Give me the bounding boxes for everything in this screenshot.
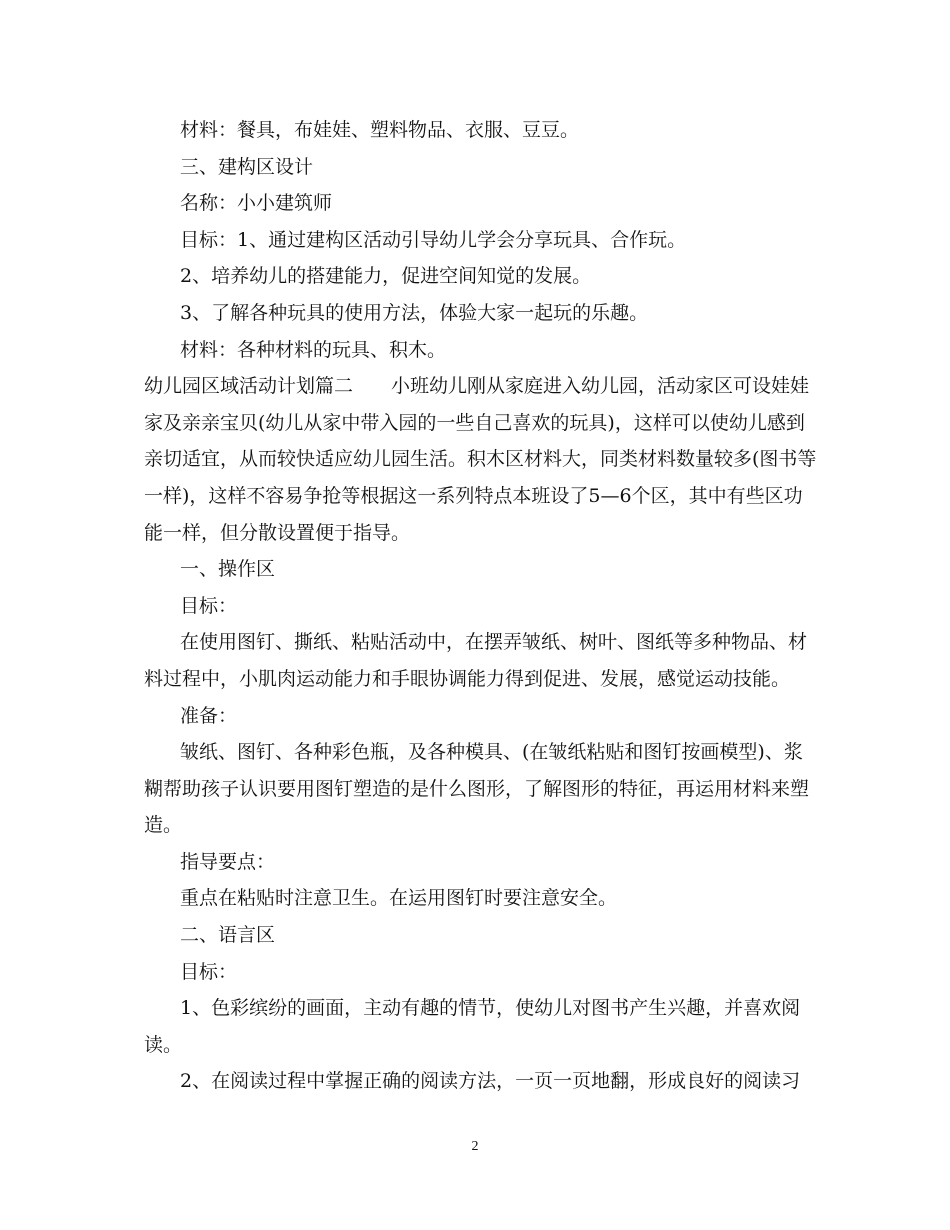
paragraph-line: 家及亲亲宝贝(幼儿从家中带入园的一些自己喜欢的玩具)，这样可以使幼儿感到	[144, 411, 805, 434]
paragraph-line: 读。	[144, 1033, 183, 1056]
paragraph-line: 重点在粘贴时注意卫生。在运用图钉时要注意安全。	[180, 887, 618, 910]
page-number: 2	[471, 1139, 479, 1154]
paragraph-line: 3、了解各种玩具的使用方法，体验大家一起玩的乐趣。	[180, 301, 649, 324]
paragraph-line: 造。	[144, 814, 183, 837]
paragraph-line: 名称：小小建筑师	[180, 192, 333, 215]
paragraph-line: 准备：	[180, 704, 238, 727]
paragraph-line: 材料：餐具，布娃娃、塑料物品、衣服、豆豆。	[180, 119, 580, 141]
chapter-intro-line	[144, 368, 809, 405]
paragraph-line: 1、色彩缤纷的画面，主动有趣的情节，使幼儿对图书产生兴趣，并喜欢阅	[180, 997, 801, 1020]
paragraph-line: 指导要点：	[180, 850, 276, 873]
paragraph-line: 亲切适宜，从而较快适应幼儿园生活。积木区材料大，同类材料数量较多(图书等	[144, 448, 817, 471]
chapter-title: 幼儿园区域活动计划篇二	[144, 375, 354, 398]
paragraph-line: 能一样，但分散设置便于指导。	[144, 521, 411, 544]
section-heading: 一、操作区	[180, 558, 276, 581]
paragraph-line: 2、在阅读过程中掌握正确的阅读方法，一页一页地翻，形成良好的阅读习	[180, 1070, 801, 1093]
section-heading: 三、建构区设计	[180, 155, 314, 178]
chapter-intro-text: 小班幼儿刚从家庭进入幼儿园，活动家区可设娃娃	[391, 375, 810, 398]
paragraph-line: 料过程中，小肌肉运动能力和手眼协调能力得到促进、发展，感觉运动技能。	[144, 667, 791, 690]
paragraph-line: 材料：各种材料的玩具、积木。	[180, 338, 447, 361]
paragraph-line: 目标：	[180, 594, 238, 617]
section-heading: 二、语言区	[180, 924, 276, 947]
paragraph-line: 在使用图钉、撕纸、粘贴活动中，在摆弄皱纸、树叶、图纸等多种物品、材	[180, 631, 808, 654]
paragraph-line: 目标：1、通过建构区活动引导幼儿学会分享玩具、合作玩。	[180, 228, 687, 251]
paragraph-line: 一样)，这样不容易争抢等根据这一系列特点本班设了5—6个区，其中有些区功	[144, 484, 803, 507]
paragraph-line: 目标：	[180, 960, 238, 983]
paragraph-line: 糊帮助孩子认识要用图钉塑造的是什么图形，了解图形的特征，再运用材料来塑	[144, 777, 810, 800]
paragraph-line: 2、培养幼儿的搭建能力，促进空间知觉的发展。	[180, 265, 592, 288]
paragraph-line: 皱纸、图钉、各种彩色瓶，及各种模具、(在皱纸粘贴和图钉按画模型)、浆	[180, 741, 803, 764]
document-body	[144, 112, 817, 1100]
